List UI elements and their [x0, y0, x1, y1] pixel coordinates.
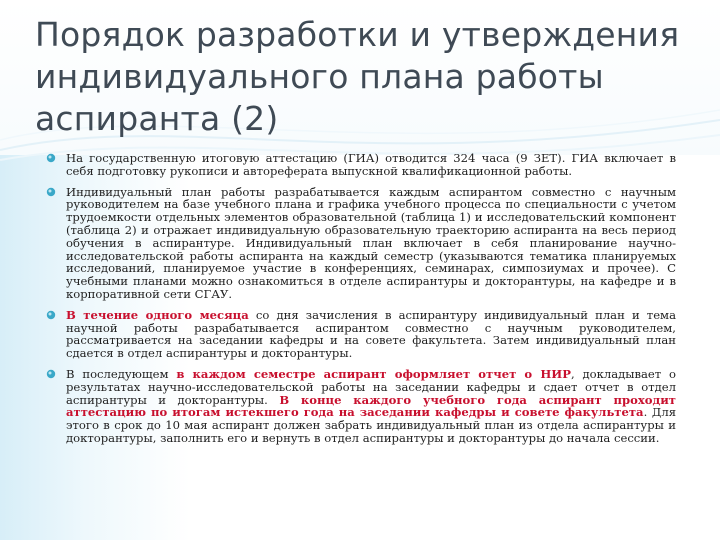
bullet-item: [46, 309, 676, 360]
slide-title: Порядок разработки и утверждения индивидуального плана работы аспиранта (2): [35, 15, 680, 138]
bullet-item: [46, 186, 676, 301]
bullet-item: [46, 152, 676, 178]
bullet-text-highlight: в каждом семестре аспирант оформляет отчет о НИР: [176, 366, 571, 381]
bullet-marker-icon: [46, 369, 56, 379]
bullet-text: В последующем: [66, 366, 177, 381]
bullet-text-highlight: В конце каждого учебного года аспирант проходит аттестацию по итогам истекшего года на заседании кафедры и совете факультета: [66, 392, 676, 420]
bullet-text: На государственную итоговую аттестацию (ГИА) отводится 324 часа (9 ЗЕТ). ГИА включает в себя подготовку рукописи и автореферата выпускной квалификационной работы.: [66, 151, 676, 178]
bullet-text: . Для этого в срок до 10 мая аспирант должен забрать индивидуальный план из отдела аспирантуры и докторантуры, заполнить его и вернуть в отдел аспирантуры и докторантуры до начала сессии.: [66, 405, 677, 445]
bullet-marker-icon: [46, 153, 56, 163]
bullet-text: , докладывает о результатах научно-исследовательской работы на заседании кафедры и сдает отчет в отдел аспирантуры и докторантуры.: [66, 366, 676, 407]
bullet-marker-icon: [46, 310, 56, 320]
bullet-text-highlight: В течение одного месяца: [66, 307, 249, 322]
bullet-text: Индивидуальный план работы разрабатывается каждым аспирантом совместно с научным руководителем на базе учебного плана и графика учебного процесса по специальности с учетом трудоемкости отдельных элементов образовательной (таблица 1) и исследовательский компонент (таблица 2) и отражает индивидуальную образовательную траекторию аспиранта на весь период обучения в аспирантуре. Индивидуальный план включает в себя планирование научно-исследовательской работы аспиранта на каждый семестр (указываются тематика планируемых исследований, планируемое участие в конференциях, семинарах, симпозиумах и прочее). С учебными планами можно ознакомиться в отделе аспирантуры и докторантуры, на кафедре и в корпоративной сети СГАУ.: [66, 184, 676, 301]
bullet-marker-icon: [46, 187, 56, 197]
bullet-item: [46, 368, 676, 445]
bullet-list: [46, 152, 676, 453]
bullet-text: со дня зачисления в аспирантуру индивидуальный план и тема научной работы разрабатывается аспирантом совместно с научным руководителем, рассматривается на заседании кафедры и на совете факультета. Затем индивидуальный план сдается в отдел аспирантуры и докторантуры.: [66, 307, 676, 361]
